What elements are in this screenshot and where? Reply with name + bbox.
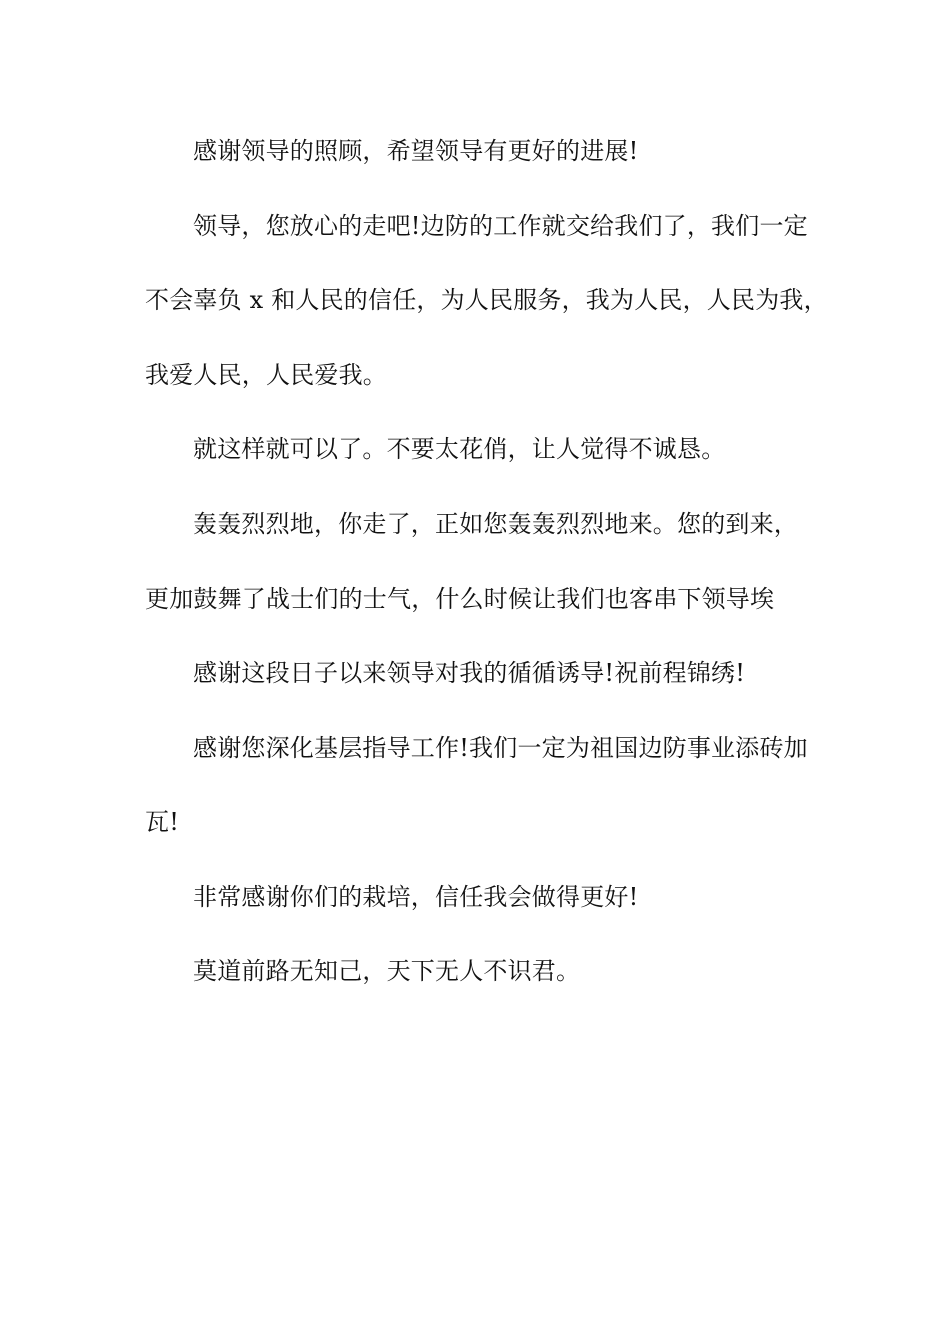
paragraph-line: 感谢领导的照顾，希望领导有更好的进展!: [193, 137, 639, 165]
paragraph-line: 不会辜负 x 和人民的信任，为人民服务，我为人民，人民为我，: [145, 286, 828, 314]
paragraph-line: 领导，您放心的走吧!边防的工作就交给我们了，我们一定: [193, 212, 808, 240]
paragraph-line: 更加鼓舞了战士们的士气，什么时候让我们也客串下领导埃: [145, 585, 775, 613]
paragraph-line: 轰轰烈烈地，你走了，正如您轰轰烈烈地来。您的到来，: [193, 510, 798, 538]
paragraph-line: 莫道前路无知己，天下无人不识君。: [193, 957, 581, 985]
paragraph-line: 非常感谢你们的栽培，信任我会做得更好!: [193, 883, 639, 911]
paragraph-line: 我爱人民，人民爱我。: [145, 361, 387, 389]
paragraph-line: 感谢您深化基层指导工作!我们一定为祖国边防事业添砖加: [193, 734, 808, 762]
paragraph-line: 就这样就可以了。不要太花俏，让人觉得不诚恳。: [193, 435, 726, 463]
paragraph-line: 感谢这段日子以来领导对我的循循诱导!祝前程锦绣!: [193, 659, 746, 687]
paragraph-line: 瓦!: [145, 808, 180, 836]
